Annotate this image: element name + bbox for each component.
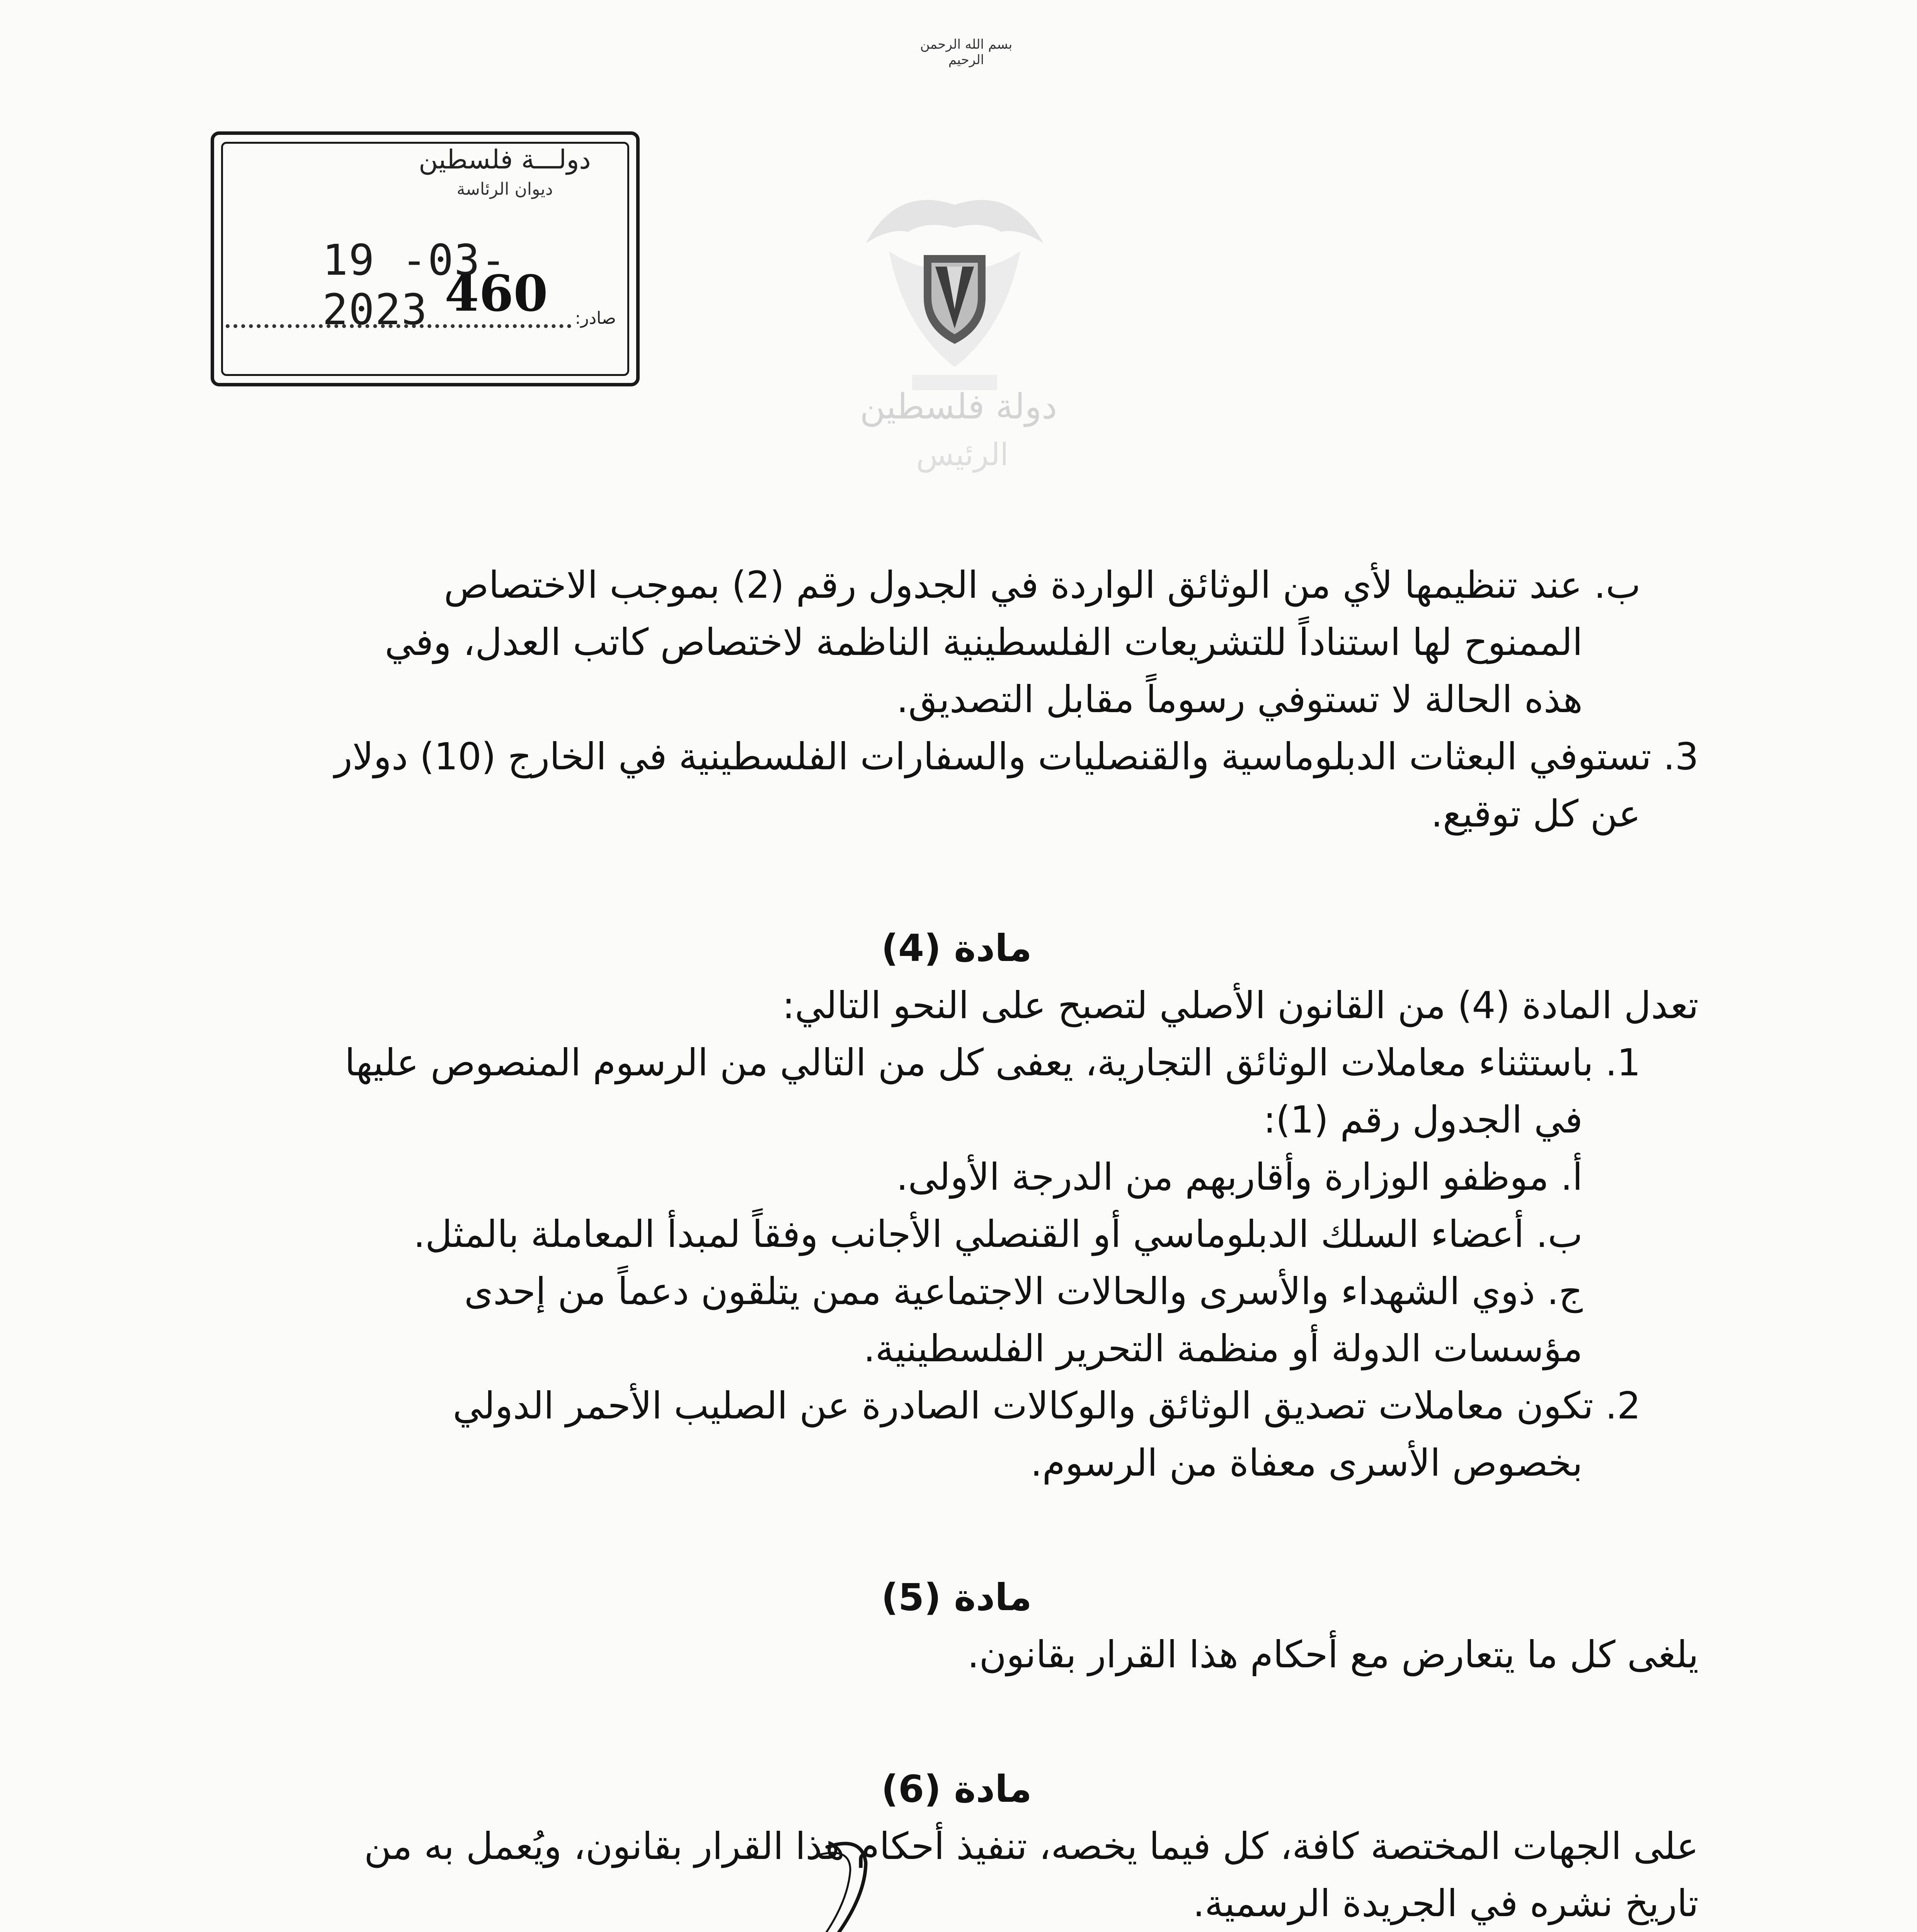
para-3-line-1: 3. تستوفي البعثات الدبلوماسية والقنصليات والسفارات الفلسطينية في الخارج (10) دولار bbox=[334, 735, 1699, 778]
article-4-item-1-line-1: 1. باستثناء معاملات الوثائق التجارية، يعفى كل من التالي من الرسوم المنصوص عليها bbox=[344, 1041, 1641, 1084]
para-b-line-2: الممنوح لها استناداً للتشريعات الفلسطينية الناظمة لاختصاص كاتب العدل، وفي bbox=[385, 621, 1583, 664]
article-4-sub-c-line-1: ج. ذوي الشهداء والأسرى والحالات الاجتماعية ممن يتلقون دعماً من إحدى bbox=[464, 1270, 1583, 1313]
basmala-heading: بسم الله الرحمن الرحيم bbox=[920, 37, 1013, 68]
article-6-title: مادة (6) bbox=[881, 1767, 1032, 1811]
article-4-sub-c-line-2: مؤسسات الدولة أو منظمة التحرير الفلسطينية. bbox=[863, 1327, 1583, 1370]
article-6-line-1: على الجهات المختصة كافة، كل فيما يخصه، تنفيذ أحكام هذا القرار بقانون، ويُعمل به من bbox=[364, 1825, 1699, 1868]
para-3-line-2: عن كل توقيع. bbox=[1431, 792, 1641, 835]
para-b-line-1: ب. عند تنظيمها لأي من الوثائق الواردة في الجدول رقم (2) بموجب الاختصاص bbox=[444, 563, 1641, 607]
article-4-intro: تعدل المادة (4) من القانون الأصلي لتصبح على النحو التالي: bbox=[782, 984, 1699, 1027]
article-5-text: يلغى كل ما يتعارض مع أحكام هذا القرار بقانون. bbox=[967, 1633, 1699, 1676]
article-4-sub-b: ب. أعضاء السلك الدبلوماسي أو القنصلي الأجانب وفقاً لمبدأ المعاملة بالمثل. bbox=[413, 1213, 1583, 1256]
handwritten-signature-icon bbox=[417, 1832, 958, 1932]
document-body bbox=[215, 556, 1699, 1932]
stamp-number: 460 bbox=[444, 265, 548, 323]
article-5-title: مادة (5) bbox=[881, 1576, 1032, 1619]
article-4-item-1-line-2: في الجدول رقم (1): bbox=[1263, 1098, 1583, 1141]
stamp-issued-label: صادر: bbox=[575, 308, 616, 328]
faint-letterhead-subtitle: الرئيس bbox=[916, 437, 1009, 473]
article-4-item-2-line-2: بخصوص الأسرى معفاة من الرسوم. bbox=[1030, 1441, 1583, 1485]
para-b-line-3: هذه الحالة لا تستوفي رسوماً مقابل التصديق. bbox=[896, 678, 1583, 721]
registration-stamp bbox=[211, 131, 640, 386]
article-4-title: مادة (4) bbox=[881, 927, 1032, 970]
article-6-line-2: تاريخ نشره في الجريدة الرسمية. bbox=[1193, 1882, 1699, 1925]
faint-letterhead-title: دولة فلسطين bbox=[860, 386, 1057, 427]
stamp-state-name: دولـــة فلسطين bbox=[419, 145, 591, 175]
article-4-item-2-line-1: 2. تكون معاملات تصديق الوثائق والوكالات الصادرة عن الصليب الأحمر الدولي bbox=[453, 1384, 1641, 1427]
stamp-date: 19 -03- 2023 bbox=[322, 235, 507, 334]
article-4-sub-a: أ. موظفو الوزارة وأقاربهم من الدرجة الأولى. bbox=[896, 1155, 1583, 1199]
stamp-office-name: ديوان الرئاسة bbox=[456, 179, 553, 199]
